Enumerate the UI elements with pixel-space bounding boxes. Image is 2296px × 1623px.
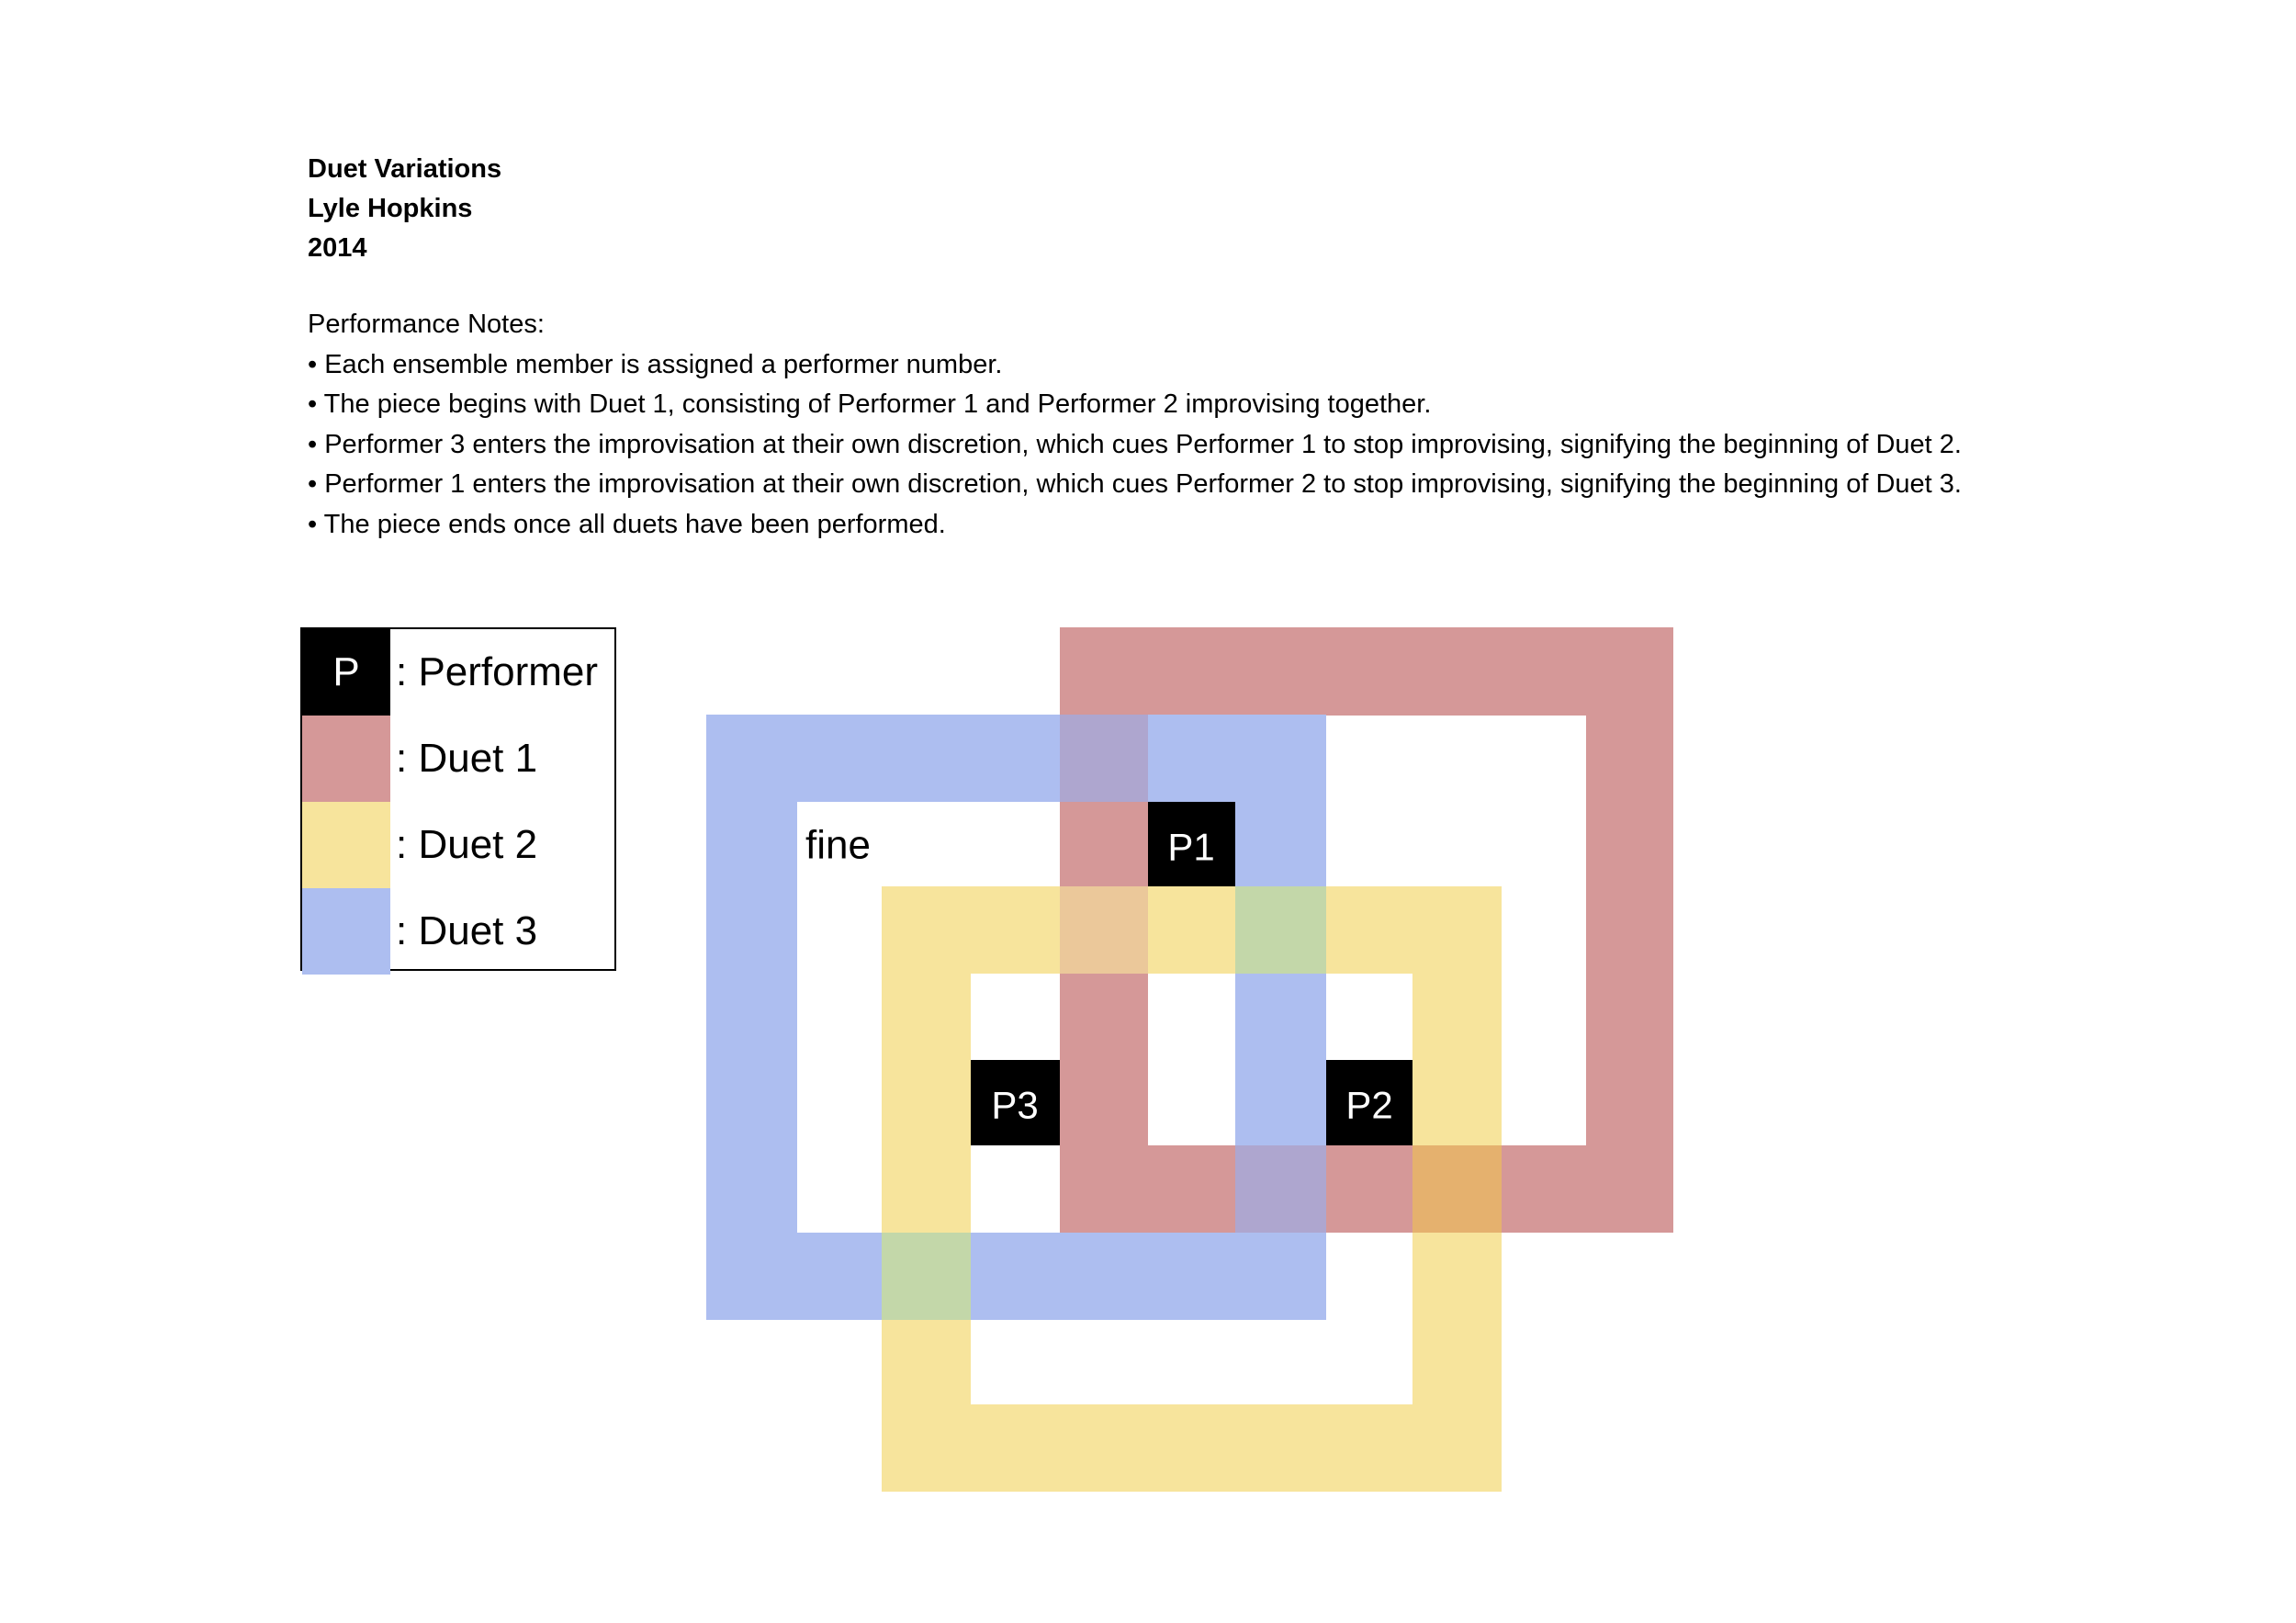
legend-label-duet-1: : Duet 1 [396,736,538,781]
performer-3-label: P3 [991,1083,1039,1127]
note-item: • The piece ends once all duets have been performed. [308,509,946,539]
note-item: • Each ensemble member is assigned a performer number. [308,349,1003,379]
composer-name: Lyle Hopkins [308,194,473,223]
performer-3 [971,1060,1060,1145]
performer-2 [1326,1060,1412,1145]
overlap-duet-1-duet-3 [1060,715,1148,802]
performer-2-label: P2 [1345,1083,1393,1127]
legend-label-duet-2: : Duet 2 [396,822,538,867]
legend-label-duet-3: : Duet 3 [396,908,538,953]
overlap-duet-2-duet-3 [882,1233,971,1320]
overlap-duet-1-duet-2 [1060,886,1148,974]
legend-label-performer: : Performer [396,649,599,694]
note-item: • Performer 1 enters the improvisation at their own discretion, which cues Performer 2 to stop improvising, signifying the beginning of Duet 3. [308,469,1962,499]
performer-1 [1148,802,1235,886]
notes-heading: Performance Notes: [308,310,545,339]
overlap-duet-2-duet-3 [1235,886,1326,974]
piece-title: Duet Variations [308,154,502,184]
note-item: • The piece begins with Duet 1, consisting of Performer 1 and Performer 2 improvising together. [308,389,1432,419]
performer-1-label: P1 [1167,825,1215,869]
composition-year: 2014 [308,233,367,263]
note-item: • Performer 3 enters the improvisation at their own discretion, which cues Performer 1 to stop improvising, signifying the beginning of Duet 2. [308,429,1962,459]
fine-label: fine [805,822,871,868]
overlap-duet-1-duet-2 [1412,1145,1502,1233]
overlap-duet-1-duet-3 [1235,1145,1326,1233]
legend-swatch-performer: P [302,629,390,716]
